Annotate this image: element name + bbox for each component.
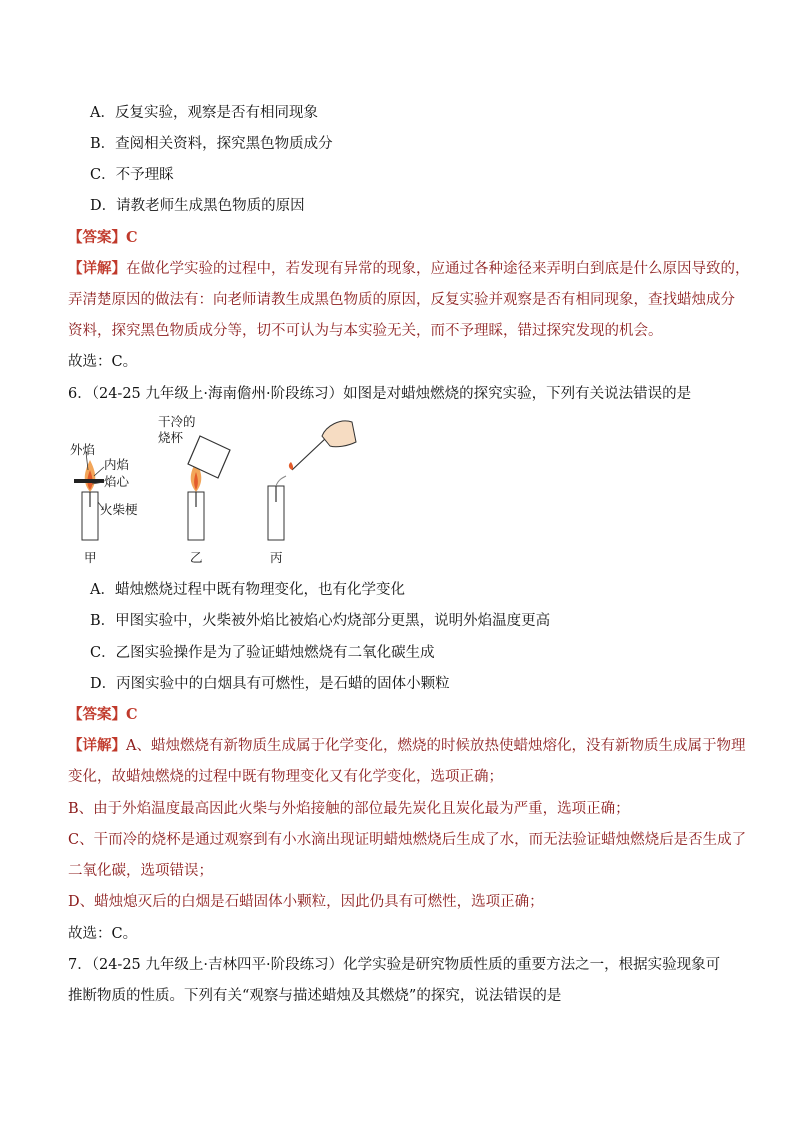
q6-option-b: B．甲图实验中，火柴被外焰比被焰心灼烧部分更黑，说明外焰温度更高: [90, 613, 551, 629]
label-dry-cold: 干冷的: [158, 414, 196, 429]
q5-detail-line-1: [68, 259, 750, 279]
q6-detail-line-5: 二氧化碳，选项错误；: [68, 863, 213, 879]
hand-icon: [322, 421, 356, 447]
candle-figure-svg: [60, 412, 360, 570]
caption-c: 丙: [270, 550, 283, 565]
answer-tag: 【答案】: [68, 706, 126, 723]
label-inner-flame: 内焰: [104, 457, 130, 472]
label-outer-flame: 外焰: [70, 442, 96, 457]
q5-option-a: A．反复实验，观察是否有相同现象: [90, 105, 318, 121]
q6-detail-line-4: C、干而冷的烧杯是通过观察到有小水滴出现证明蜡烛燃烧后生成了水，而无法验证蜡烛燃烧后是否生成了: [68, 832, 747, 848]
q6-detail-line-6: D、蜡烛熄灭后的白烟是石蜡固体小颗粒，因此仍具有可燃性，选项正确；: [68, 894, 544, 910]
q6-option-d: D．丙图实验中的白烟具有可燃性，是石蜡的固体小颗粒: [90, 676, 450, 692]
q7-stem-line-2: 推断物质的性质。下列有关“观察与描述蜡烛及其燃烧”的探究，说法错误的是: [68, 988, 562, 1004]
detail-tag: 【详解】: [68, 737, 126, 754]
q5-detail-line-2: 弄清楚原因的做法有：向老师请教生成黑色物质的原因，反复实验并观察是否有相同现象，查找蜡烛成分: [68, 292, 735, 308]
caption-b: 乙: [190, 550, 203, 565]
q6-detail-line-1: [68, 736, 745, 756]
label-match: 火柴梗: [100, 502, 138, 517]
q6-detail-line-3: B、由于外焰温度最高因此火柴与外焰接触的部位最先炭化且炭化最为严重，选项正确；: [68, 801, 630, 817]
q6-detail-line-2: 变化，故蜡烛燃烧的过程中既有物理变化又有化学变化，选项正确；: [68, 769, 503, 785]
q5-conclusion: 故选：C。: [68, 354, 138, 370]
answer-value: C: [126, 706, 138, 723]
answer-tag: 【答案】: [68, 229, 126, 246]
candle-b: [158, 414, 230, 565]
answer-value: C: [126, 229, 138, 246]
label-flame-core: 焰心: [104, 474, 130, 489]
label-beaker: 烧杯: [158, 430, 184, 445]
q5-option-d: D．请教老师生成黑色物质的原因: [90, 198, 305, 214]
q5-detail-line-3: 资料，探究黑色物质成分等，切不可认为与本实验无关，而不予理睬，错过探究发现的机会。: [68, 323, 663, 339]
q5-answer: [68, 228, 138, 248]
q5-option-c: C．不予理睬: [90, 167, 174, 183]
caption-a: 甲: [84, 550, 97, 565]
q6-stem: 6．（24-25 九年级上·海南儋州·阶段练习）如图是对蜡烛燃烧的探究实验，下列有关说法错误的是: [68, 386, 692, 402]
match-stick-icon: [292, 438, 326, 470]
white-smoke-icon: [276, 476, 286, 486]
match-flame-icon: [289, 462, 293, 470]
detail-text: 在做化学实验的过程中，若发现有异常的现象，应通过各种途径来弄明白到底是什么原因导致的，: [126, 261, 750, 277]
candle-c: [268, 421, 356, 565]
q6-answer: [68, 705, 138, 725]
detail-tag: 【详解】: [68, 260, 126, 277]
candle-a: [70, 442, 138, 565]
q6-option-c: C．乙图实验操作是为了验证蜡烛燃烧有二氧化碳生成: [90, 645, 435, 661]
q7-stem-line-1: 7．（24-25 九年级上·吉林四平·阶段练习）化学实验是研究物质性质的重要方法之一，根据实验现象可: [68, 957, 721, 973]
detail-text: A、蜡烛燃烧有新物质生成属于化学变化，燃烧的时候放热使蜡烛熔化，没有新物质生成属于物理: [126, 738, 746, 754]
q6-option-a: A．蜡烛燃烧过程中既有物理变化，也有化学变化: [90, 582, 405, 598]
q5-option-b: B．查阅相关资料，探究黑色物质成分: [90, 136, 333, 152]
candle-experiment-figure: [60, 412, 360, 570]
q6-conclusion: 故选：C。: [68, 926, 138, 942]
